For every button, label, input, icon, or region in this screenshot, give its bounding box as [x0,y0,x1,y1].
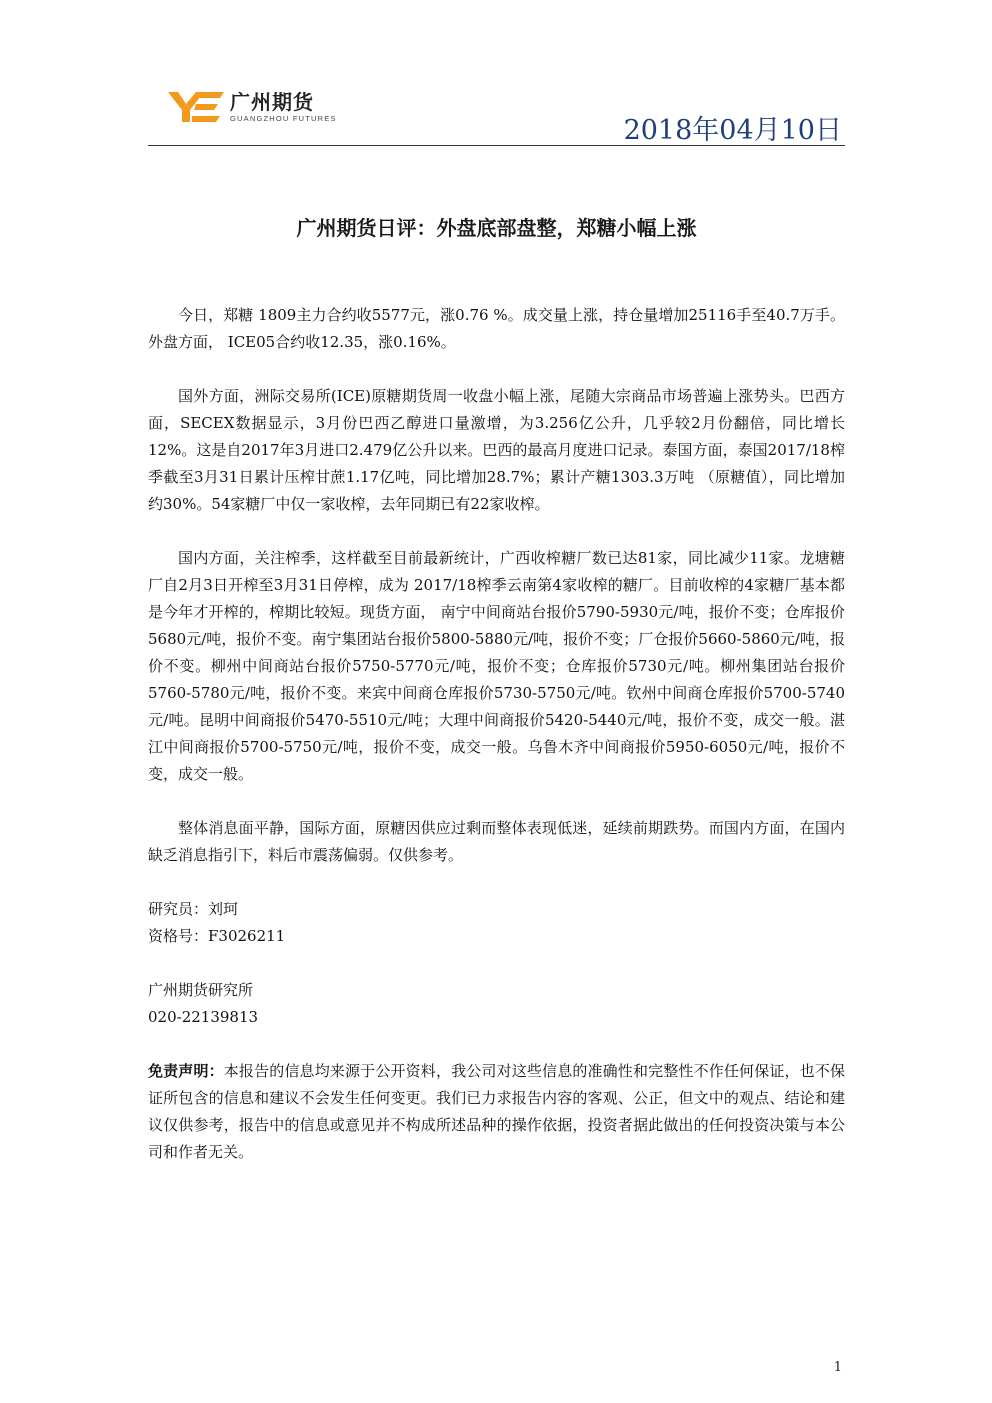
disclaimer [148,1058,845,1166]
logo-mark-icon [168,90,224,124]
researcher-certificate: 资格号：F3026211 [148,927,286,945]
paragraph-domestic: 国内方面，关注榨季，这样截至目前最新统计，广西收榨糖厂数已达81家，同比减少11家。龙塘糖厂自2月3日开榨至3月31日停榨，成为 2017/18榨季云南第4家收榨的糖厂。目前收榨的4家糖厂基本都是今年才开榨的，榨期比较短。现货方面， 南宁中间商站台报价5790-5930元/吨，报价不变；仓库报价5680元/吨，报价不变。南宁集团站台报价5800-5880元/吨，报价不变；厂仓报价5660-5860元/吨，报价不变。柳州中间商站台报价5750-5770元/吨，报价不变；仓库报价5730元/吨。柳州集团站台报价5760-5780元/吨，报价不变。来宾中间商仓库报价5730-5750元/吨。钦州中间商仓库报价5700-5740元/吨。昆明中间商报价5470-5510元/吨；大理中间商报价5420-5440元/吨，报价不变，成交一般。湛江中间商报价5700-5750元/吨，报价不变，成交一般。乌鲁木齐中间商报价5950-6050元/吨，报价不变，成交一般。 [148,549,846,783]
spacer [148,950,845,977]
paragraph-market-summary: 今日，郑糖 1809主力合约收5577元，涨0.76 %。成交量上涨，持仓量增加25116手至40.7万手。外盘方面， ICE05合约收12.35，涨0.16%。 [148,306,845,351]
logo-english-name: GUANGZHOU FUTURES [230,113,337,123]
spacer [148,1031,845,1058]
researcher-name: 研究员：刘珂 [148,900,239,918]
paragraph-international: 国外方面，洲际交易所(ICE)原糖期货周一收盘小幅上涨，尾随大宗商品市场普遍上涨势头。巴西方面，SECEX数据显示，3月份巴西乙醇进口量激增，为3.256亿公升，几乎较2月份翻倍，同比增长12%。这是自2017年3月进口2.479亿公升以来。巴西的最高月度进口记录。泰国方面，泰国2017/18榨季截至3月31日累计压榨甘蔗1.17亿吨，同比增加28.7%；累计产糖1303.3万吨 （原糖值），同比增加约30%。54家糖厂中仅一家收榨，去年同期已有22家收榨。 [148,387,845,513]
header-divider [148,145,845,146]
paragraph-outlook: 整体消息面平静，国际方面，原糖因供应过剩而整体表现低迷，延续前期跌势。而国内方面，在国内缺乏消息指引下，料后市震荡偏弱。仅供参考。 [148,819,845,864]
disclaimer-text: 本报告的信息均来源于公开资料，我公司对这些信息的准确性和完整性不作任何保证，也不保证所包含的信息和建议不会发生任何变更。我们已力求报告内容的客观、公正，但文中的观点、结论和建议仅供参考，报告中的信息或意见并不构成所述品种的操作依据，投资者据此做出的任何投资决策与本公司和作者无关。 [148,1062,845,1161]
company-logo [168,90,337,124]
institute-name: 广州期货研究所 [148,981,254,999]
report-date: 2018年04月10日 [623,115,842,146]
institute-phone: 020-22139813 [148,1008,259,1026]
report-body [148,302,845,1166]
page-number: 1 [833,1360,842,1375]
logo-chinese-name: 广州期货 [230,89,314,114]
report-title: 广州期货日评：外盘底部盘整，郑糖小幅上涨 [296,216,697,240]
disclaimer-label: 免责声明： [148,1062,224,1080]
